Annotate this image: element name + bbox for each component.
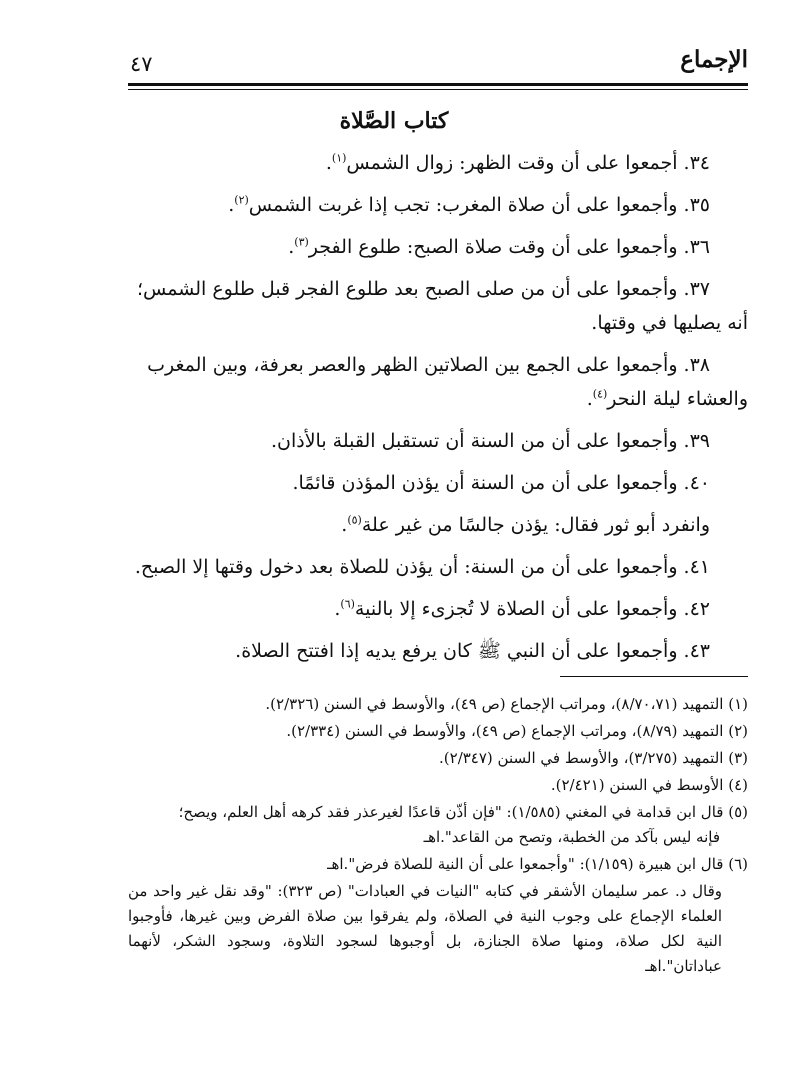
footnote-continuation: فإنه ليس بآكد من الخطبة، وتصح من القاعد".اهـ: [423, 828, 720, 846]
paragraph-end: .: [334, 598, 341, 620]
continuation-text: والعشاء ليلة النحر: [607, 388, 748, 410]
paragraph-text: ٤٠. وأجمعوا على أن من السنة أن يؤذن المؤذن قائمًا.: [292, 472, 710, 494]
paragraph-text: ٣٩. وأجمعوا على أن من السنة أن تستقبل القبلة بالأذان.: [270, 430, 710, 452]
paragraph-39: [128, 424, 710, 458]
paragraph-end: .: [325, 152, 332, 174]
paragraph-text: ٤٣. وأجمعوا على أن النبي ﷺ كان يرفع يديه إذا افتتح الصلاة.: [235, 640, 710, 662]
paragraph-end: .: [586, 388, 593, 410]
paragraph-end: .: [228, 194, 235, 216]
paragraph-text: ٣٦. وأجمعوا على أن وقت صلاة الصبح: طلوع الفجر: [308, 236, 710, 258]
paragraph-continuation: أنه يصليها في وقتها.: [591, 312, 748, 334]
paragraph-37: [128, 272, 748, 340]
paragraph-abu-thawr: [128, 508, 710, 542]
paragraph-text: وانفرد أبو ثور فقال: يؤذن جالسًا من غير علة: [361, 514, 710, 536]
footnote-1: (١) التمهيد (٨/٧٠،٧١)، ومراتب الإجماع (ص ٤٩)، والأوسط في السنن (٢/٣٢٦).: [265, 695, 748, 713]
paragraph-end: .: [288, 236, 295, 258]
paragraph-36: [128, 230, 710, 264]
footnote-3: (٣) التمهيد (٣/٢٧٥)، والأوسط في السنن (٢/٣٤٧).: [439, 749, 748, 767]
footnote-5: [128, 800, 748, 850]
paragraph-continuation: [128, 382, 748, 416]
footnote-ref[interactable]: (٦): [340, 597, 355, 611]
footnote-ref[interactable]: (١): [331, 151, 347, 165]
paragraph-41: [128, 550, 710, 584]
main-text: [128, 146, 748, 676]
header-rule-thick: [128, 83, 748, 86]
paragraph-text: ٤٢. وأجمعوا على أن الصلاة لا تُجزىء إلا بالنية: [354, 598, 710, 620]
paragraph-text: ٣٥. وأجمعوا على أن صلاة المغرب: تجب إذا غربت الشمس: [248, 194, 710, 216]
page-number: ٤٧: [130, 52, 153, 76]
paragraph-43: [128, 634, 710, 668]
paragraph-end: .: [341, 514, 348, 536]
paragraph-34: [128, 146, 710, 180]
footnote-6-quote: وقال د. عمر سليمان الأشقر في كتابه "النيات في العبادات" (ص ٣٢٣): "وقد نقل غير واحد من العلماء الإجماع على وجوب النية في الصلاة، ولم يفرقوا بين صلاة الفرض وبين غيرها، فأوجبوا النية لكل صلاة، ومنها صلاة الجنازة، بل أوجبوها لسجود التلاوة، وسجود الشكر، لأنهما عباداتان".اهـ: [128, 882, 722, 975]
footnote-separator: [560, 676, 748, 677]
footnote-4: (٤) الأوسط في السنن (٢/٤٢١).: [550, 776, 748, 794]
footnote-ref[interactable]: (٤): [592, 387, 608, 401]
paragraph-42: [128, 592, 710, 626]
footnote-ref[interactable]: (٥): [347, 513, 362, 527]
paragraph-38: [128, 348, 748, 416]
chapter-title: كتاب الصَّلاة: [339, 108, 449, 134]
paragraph-35: [128, 188, 710, 222]
paragraph-text: ٤١. وأجمعوا على أن من السنة: أن يؤذن للصلاة بعد دخول وقتها إلا الصبح.: [134, 556, 710, 578]
paragraph-40: [128, 466, 710, 500]
footnote-ref[interactable]: (٢): [234, 193, 249, 207]
footnote-6: (٦) قال ابن هبيرة (١/١٥٩): "وأجمعوا على أن النية للصلاة فرض".اهـ: [327, 855, 748, 873]
header-rule-thin: [128, 89, 748, 90]
footnote-ref[interactable]: (٣): [294, 235, 309, 249]
paragraph-text: ٣٨. وأجمعوا على الجمع بين الصلاتين الظهر والعصر بعرفة، وبين المغرب: [147, 354, 710, 376]
footnote-2: (٢) التمهيد (٨/٧٩)، ومراتب الإجماع (ص ٤٩)، والأوسط في السنن (٢/٣٣٤).: [286, 722, 748, 740]
paragraph-text: ٣٤. أجمعوا على أن وقت الظهر: زوال الشمس: [346, 152, 710, 174]
running-header-title: الإجماع: [680, 46, 748, 73]
footnotes: [128, 692, 748, 981]
paragraph-text: ٣٧. وأجمعوا على أن من صلى الصبح بعد طلوع الفجر قبل طلوع الشمس؛: [137, 278, 710, 300]
footnote-text: (٥) قال ابن قدامة في المغني (١/٥٨٥): "فإن أذّن قاعدًا لغيرعذر فقد كرهه أهل العلم، ويصح؛: [178, 803, 748, 821]
